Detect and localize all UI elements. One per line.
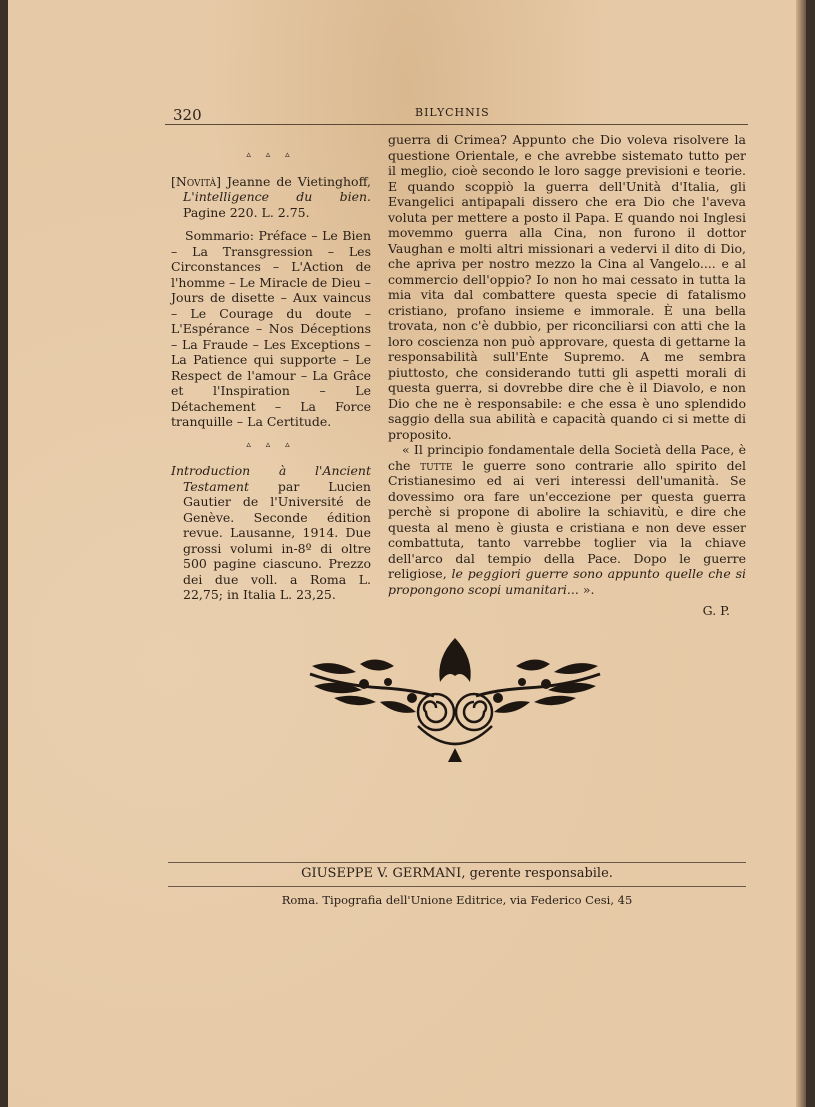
signature: G. P. bbox=[702, 603, 730, 618]
footer-manager: GIUSEPPE V. GERMANI, gerente responsabile. bbox=[301, 866, 613, 881]
page bbox=[8, 0, 806, 1107]
left-column bbox=[171, 148, 371, 611]
running-title: BILYCHNIS bbox=[415, 106, 490, 119]
header-rule bbox=[165, 124, 748, 125]
book-entry-2: Introduction à l'Ancient Testament par Lucien Gautier de l'Université de Genève. Seconde édition revue. Lausanne, 1914. Due grossi volumi in-8º di oltre 500 pagine ciascuno. Prezzo dei due voll. a Roma L. 22,75; in Italia L. 23,25. bbox=[171, 463, 371, 602]
body-paragraph-2: « Il principio fondamentale della Società della Pace, è che tutte le guerre sono contrarie allo spirito del Cristianesimo ed ai veri interessi dell'umanità. Se dovessimo ora fare un'eccezione per questa guerra perchè si propone di abolire la schiavitù, e dire che questa al meno è giusta e cristiana e non deve esser combattuta, tanto varrebbe toglier via la chiave dell'arco dal tempio della Pace. Dopo le guerre religiose, le peggiori guerre sono appunto quelle che si propongono scopi umanitari... ». bbox=[388, 442, 746, 597]
right-column bbox=[388, 132, 746, 619]
page-edge bbox=[796, 0, 806, 1107]
footer-printer: Roma. Tipografia dell'Unione Editrice, via Federico Cesi, 45 bbox=[281, 893, 633, 907]
section-stars: ▵ ▵ ▵ bbox=[246, 439, 296, 450]
body-paragraph-1: guerra di Crimea? Appunto che Dio voleva risolvere la questione Orientale, e che avrebbe sistemato tutto per il meglio, cioè secondo le loro sagge previsioni e teorie. E quando scoppiò la guerra dell'Unità d'Italia, gli Evangelici antipapali dissero che era Dio che l'aveva voluta per mettere a posto il Papa. E quando noi Inglesi movemmo guerra alla Cina, non furono il dottor Vaughan e molti altri missionari a vedervi il dito di Dio, che apriva per nostro mezzo la Cina al Vangelo.... e al commercio dell'oppio? Io non ho mai cessato in tutta la mia vita dal combattere questa specie di fatalismo cristiano, profano insieme e immorale. È una bella trovata, non c'è dubbio, per riconciliarsi con atti che la loro coscienza non può approvare, questa di gettarne la responsabilità sull'Ente Supremo. A me sembra piuttosto, che considerando tutti gli aspetti morali di questa guerra, si dovrebbe dire che è il Diavolo, e non Dio che ne è responsabile: e che essa è uno splendido saggio della sua abilità e capacità quando ci si mette di proposito. bbox=[388, 132, 746, 442]
page-number: 320 bbox=[173, 106, 202, 124]
floral-ornament bbox=[304, 636, 606, 764]
footer-rule bbox=[168, 886, 746, 887]
footer-rule bbox=[168, 862, 746, 863]
section-stars: ▵ ▵ ▵ bbox=[246, 150, 296, 160]
book-entry-1: [Novità] Jeanne de Vietinghoff, L'intelligence du bien. Pagine 220. L. 2.75. bbox=[171, 173, 371, 220]
page-header bbox=[165, 102, 748, 124]
book-entry-1-summary: Sommario: Préface – Le Bien – La Transgression – Les Circonstances – L'Action de l'homme – Le Miracle de Dieu – Jours de disette – Aux vaincus – Le Courage du doute – L'Espérance – Nos Déceptions – La Fraude – Les Exceptions – La Patience qui supporte – Le Respect de l'amour – La Grâce et l'Inspiration – Le Détachement – La Force tranquille – La Certitude. bbox=[171, 228, 371, 429]
